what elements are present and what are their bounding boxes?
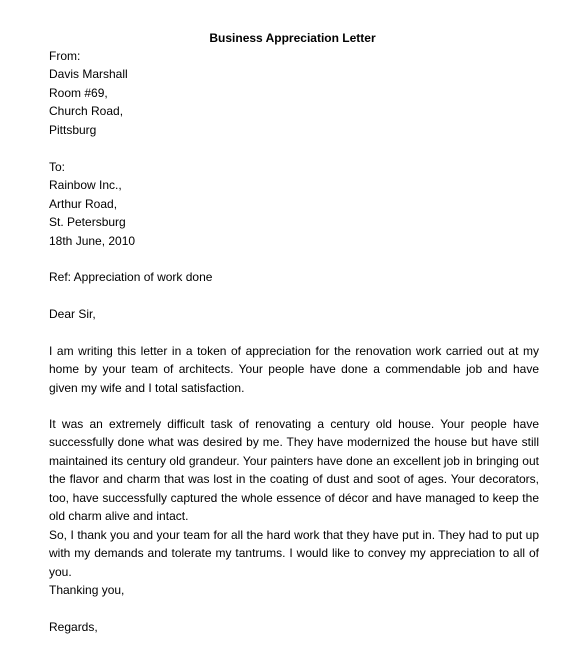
recipient-company: Rainbow Inc., — [49, 178, 122, 193]
salutation-text: Dear Sir, — [49, 307, 96, 321]
reference-text: Ref: Appreciation of work done — [49, 270, 213, 284]
recipient-city: St. Petersburg — [49, 215, 126, 230]
from-label: From: — [49, 49, 81, 63]
letter-date: 18th June, 2010 — [49, 233, 136, 248]
signoff-text: Regards, — [49, 620, 98, 634]
sender-street: Church Road, — [49, 104, 124, 119]
sender-block — [49, 47, 539, 139]
body-paragraph-2: It was an extremely difficult task of renovating a century old house. Your people have successfully done what was desired by me. They have modernized the house but have still maintained its century old grandeur. Your painters have done an excellent job in bringing out the flavor and charm that was lost in the coating of dust and soot of ages. Your decorators, too, have successfully captured the whole essence of décor and have managed to keep the old charm alive and intact. — [49, 417, 539, 524]
body-paragraph-1: I am writing this letter in a token of appreciation for the renovation work carried out at my home by your team of architects. Your people have done a commendable job and have given my wife and I total satisfaction. — [49, 344, 539, 395]
closing — [49, 581, 539, 599]
reference-line — [49, 268, 539, 286]
to-label: To: — [49, 160, 66, 174]
body-paragraph-3: So, I thank you and your team for all the hard work that they have put in. They had to put up with my demands and tolerate my tantrums. I would like to convey my appreciation to all of you. — [49, 528, 539, 579]
closing-text: Thanking you, — [49, 583, 125, 597]
salutation — [49, 305, 539, 323]
recipient-block — [49, 158, 539, 250]
signoff — [49, 618, 539, 636]
sender-room: Room #69, — [49, 85, 108, 100]
letter-title: Business Appreciation Letter — [209, 31, 376, 45]
sender-name: Davis Marshall — [49, 67, 128, 82]
sender-city: Pittsburg — [49, 122, 97, 137]
recipient-street: Arthur Road, — [49, 196, 118, 211]
